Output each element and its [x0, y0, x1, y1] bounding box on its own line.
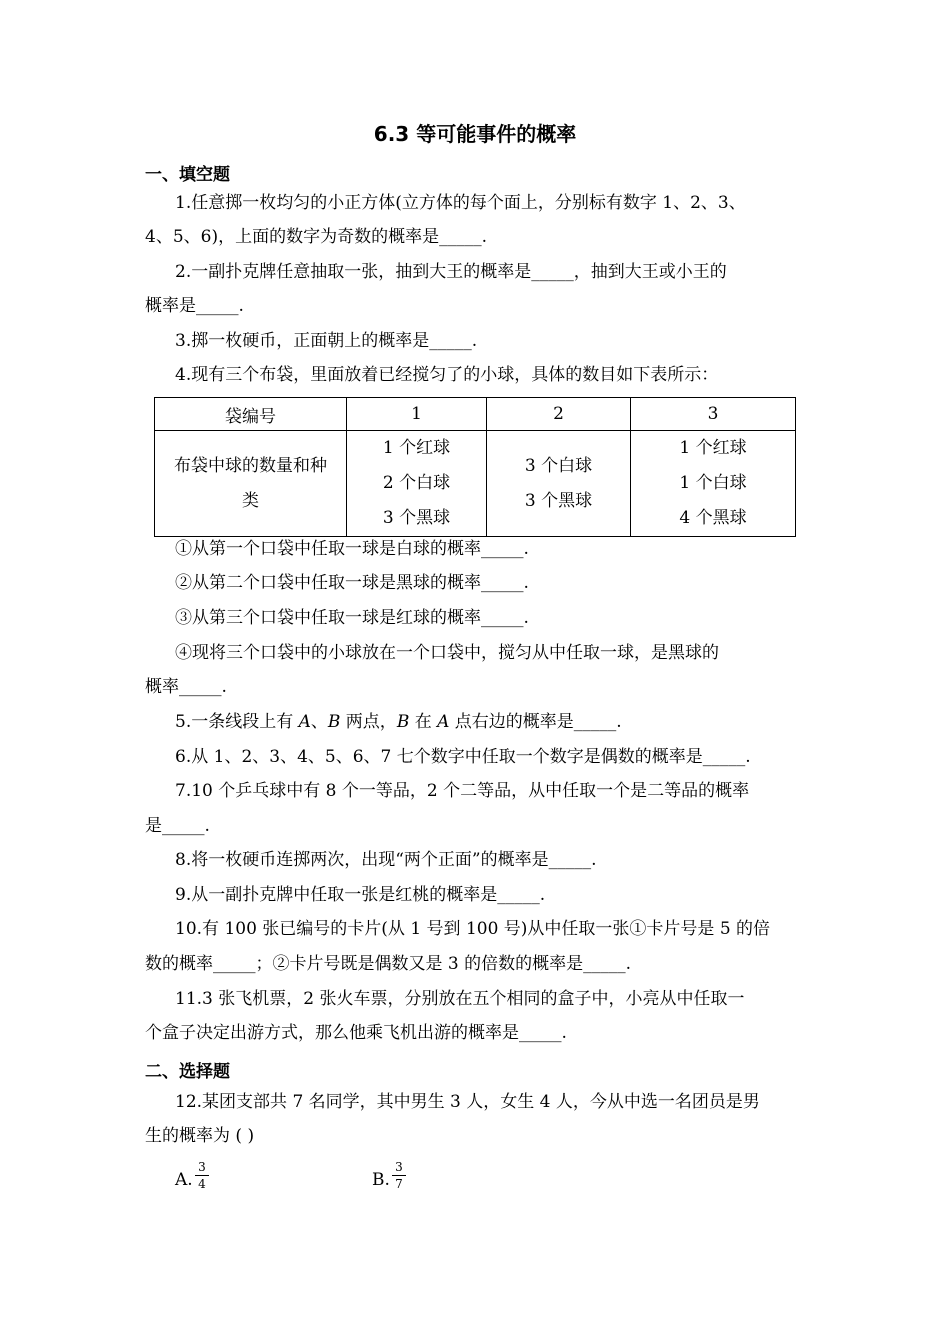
section-fill-in-heading: 一、填空题 [145, 165, 230, 185]
cell-line: 3 个黑球 [524, 490, 593, 511]
cell-line: 1 个红球 [382, 438, 451, 458]
q5-text: 在 [409, 712, 438, 732]
question-4-sub-4-line-2: 概率_____. [145, 677, 227, 697]
point-b-label: B [327, 712, 341, 732]
question-4-sub-2: ②从第二个口袋中任取一球是黑球的概率_____. [175, 573, 529, 593]
fraction-denominator: 4 [198, 1177, 206, 1191]
fraction-numerator: 3 [395, 1160, 403, 1174]
table-cell-bag-1 [347, 431, 487, 537]
table-header-cell: 袋编号 [155, 398, 347, 431]
question-1-line-1: 1.任意掷一枚均匀的小正方体(立方体的每个面上，分别标有数字 1、2、3、 [175, 193, 746, 213]
table-cell-bag-2 [487, 431, 631, 537]
table-header-cell: 2 [487, 398, 631, 431]
cell-line: 4 个黑球 [679, 508, 747, 528]
point-a-label: A [437, 712, 450, 732]
cell-line: 1 个红球 [679, 438, 747, 458]
fraction-bar [195, 1175, 209, 1176]
cell-line: 3 个黑球 [382, 508, 451, 528]
question-9: 9.从一副扑克牌中任取一张是红桃的概率是_____. [175, 885, 546, 905]
cell-line: 1 个白球 [679, 473, 747, 493]
question-4-sub-4-line-1: ④现将三个口袋中的小球放在一个口袋中，搅匀从中任取一球，是黑球的 [175, 643, 719, 663]
question-4-sub-3: ③从第三个口袋中任取一球是红球的概率_____. [175, 608, 529, 628]
question-11-line-1: 11.3 张飞机票，2 张火车票，分别放在五个相同的盒子中，小亮从中任取一 [175, 989, 745, 1009]
option-a-label: A. [175, 1170, 193, 1190]
question-1-line-2: 4、5、6)，上面的数字为奇数的概率是_____. [145, 227, 487, 247]
table-row-label [155, 431, 347, 537]
bag-contents-table [154, 397, 796, 537]
question-7-line-1: 7.10 个乒乓球中有 8 个一等品，2 个二等品，从中任取一个是二等品的概率 [175, 781, 750, 801]
q5-text: 两点， [340, 712, 397, 732]
table-header-row [155, 398, 796, 431]
fraction-bar [392, 1175, 406, 1176]
option-a-fraction [195, 1160, 209, 1191]
option-b-fraction [392, 1160, 406, 1191]
row-label-line: 类 [242, 490, 259, 511]
question-6: 6.从 1、2、3、4、5、6、7 七个数字中任取一个数字是偶数的概率是_____. [175, 747, 751, 767]
question-4: 4.现有三个布袋，里面放着已经搅匀了的小球，具体的数目如下表所示： [175, 365, 719, 385]
table-cell-bag-3 [631, 431, 796, 537]
question-11-line-2: 个盒子决定出游方式，那么他乘飞机出游的概率是_____. [145, 1023, 567, 1043]
question-5 [175, 711, 622, 733]
section-choice-heading: 二、选择题 [145, 1062, 230, 1082]
q5-text: 点右边的概率是_____. [449, 712, 622, 732]
q5-text: 、 [310, 712, 328, 732]
cell-line: 3 个白球 [524, 455, 593, 476]
question-10-line-1: 10.有 100 张已编号的卡片(从 1 号到 100 号)从中任取一张①卡片号是 5 的倍 [175, 919, 771, 939]
page-title: 6.3 等可能事件的概率 [373, 122, 577, 146]
question-12-line-2: 生的概率为 ( ) [145, 1126, 255, 1146]
table-header-cell: 3 [631, 398, 796, 431]
question-8: 8.将一枚硬币连掷两次，出现“两个正面”的概率是_____. [175, 850, 597, 870]
fraction-denominator: 7 [395, 1177, 403, 1191]
point-b-label: B [396, 712, 410, 732]
option-b-label: B. [372, 1170, 390, 1190]
cell-line: 2 个白球 [382, 473, 451, 493]
point-a-label: A [298, 712, 311, 732]
row-label-line: 布袋中球的数量和种 [174, 455, 327, 476]
question-12-line-1: 12.某团支部共 7 名同学，其中男生 3 人，女生 4 人，今从中选一名团员是男 [175, 1092, 760, 1112]
question-2-line-1: 2.一副扑克牌任意抽取一张，抽到大王的概率是_____，抽到大王或小王的 [175, 262, 727, 282]
question-3: 3.掷一枚硬币，正面朝上的概率是_____. [175, 331, 478, 351]
table-header-cell: 1 [347, 398, 487, 431]
question-7-line-2: 是_____. [145, 816, 210, 836]
fraction-numerator: 3 [198, 1160, 206, 1174]
question-10-line-2: 数的概率_____；②卡片号既是偶数又是 3 的倍数的概率是_____. [145, 954, 632, 974]
table-row [155, 431, 796, 537]
question-2-line-2: 概率是_____. [145, 296, 244, 316]
question-4-sub-1: ①从第一个口袋中任取一球是白球的概率_____. [175, 539, 529, 559]
q5-text: 5.一条线段上有 [175, 712, 299, 732]
